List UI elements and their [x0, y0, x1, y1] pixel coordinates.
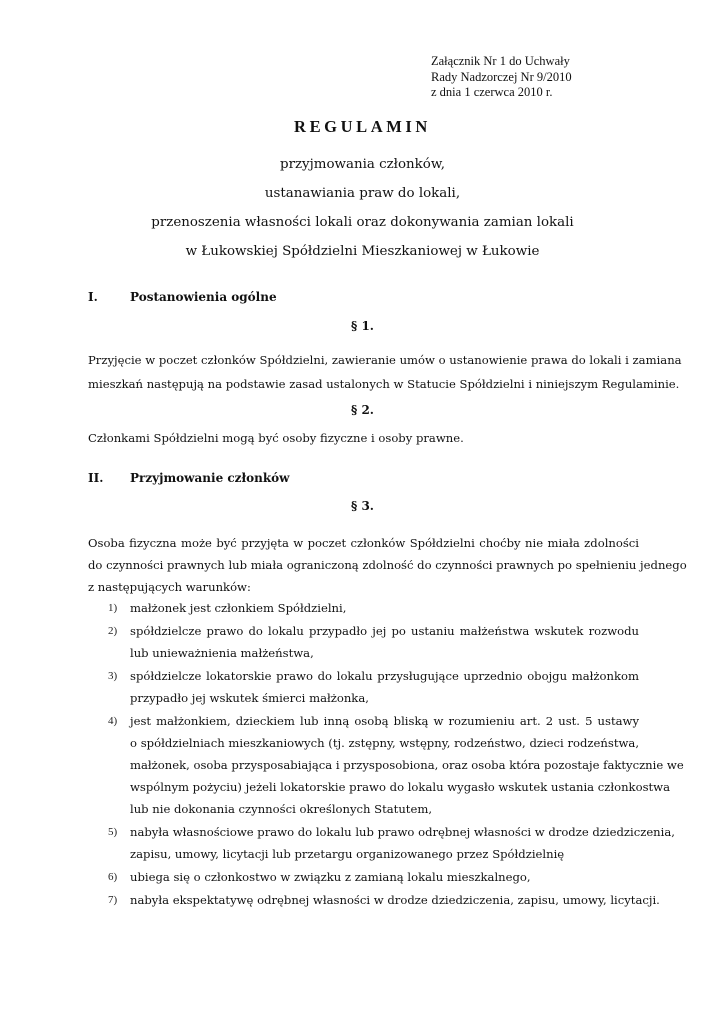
paragraph-sign-2: § 2.	[351, 403, 374, 417]
list-item-line: lub nie dokonania czynności określonych Statutem,	[130, 802, 433, 816]
subtitle-line: przyjmowania członków,	[280, 157, 445, 172]
list-item-line: nabyła własnościowe prawo do lokalu lub prawo odrębnej własności w drodze dziedziczenia,	[130, 825, 675, 839]
list-item	[88, 710, 684, 820]
paragraph-1-text	[88, 348, 682, 396]
header-line: z dnia 1 czerwca 2010 r.	[431, 85, 553, 99]
list-item-line: małżonek, osoba przysposabiająca i przysposobiona, oraz osoba która pozostaje faktycznie we	[130, 758, 684, 772]
list-item	[88, 597, 639, 619]
subtitle-line: ustanawiania praw do lokali,	[264, 186, 461, 201]
list-item	[88, 620, 639, 664]
document-subtitle	[40, 150, 685, 266]
list-item	[88, 821, 675, 865]
paragraph-line: Przyjęcie w poczet członków Spółdzielni, zawieranie umów o ustanowienie prawa do lokali i zamiana	[88, 353, 682, 367]
paragraph-2-text	[88, 426, 639, 450]
header-line: Załącznik Nr 1 do Uchwały	[431, 54, 570, 68]
section-number: II.	[88, 471, 104, 485]
list-item-number: 1)	[108, 602, 118, 614]
list-item-line: przypadło jej wskutek śmierci małżonka,	[130, 691, 369, 705]
attachment-header	[431, 54, 572, 101]
paragraph-line: Członkami Spółdzielni mogą być osoby fizyczne i osoby prawne.	[88, 431, 464, 445]
list-item-number: 6)	[108, 871, 118, 883]
list-item-number: 5)	[108, 826, 118, 838]
paragraph-sign-3: § 3.	[351, 499, 374, 513]
paragraph-line: do czynności prawnych lub miała ograniczoną zdolność do czynności prawnych po spełnieniu jednego	[88, 558, 687, 572]
paragraph-3-text	[88, 532, 687, 598]
list-item-number: 2)	[108, 625, 118, 637]
list-item-line: małżonek jest członkiem Spółdzielni,	[130, 601, 347, 615]
conditions-list	[88, 597, 684, 911]
subtitle-line: w Łukowskiej Spółdzielni Mieszkaniowej w Łukowie	[185, 244, 540, 259]
list-item-line: zapisu, umowy, licytacji lub przetargu organizowanego przez Spółdzielnię	[130, 847, 565, 861]
list-item-line: nabyła ekspektatywę odrębnej własności w drodze dziedziczenia, zapisu, umowy, licytacji.	[130, 893, 660, 907]
section-title: Przyjmowanie członków	[130, 471, 290, 485]
paragraph-line: z następujących warunków:	[88, 580, 251, 594]
header-line: Rady Nadzorczej Nr 9/2010	[431, 69, 572, 84]
paragraph-line: Osoba fizyczna może być przyjęta w poczet członków Spółdzielni choćby nie miała zdolności	[88, 536, 639, 550]
list-item-line: ubiega się o członkostwo w związku z zamianą lokalu mieszkalnego,	[130, 870, 531, 884]
list-item-number: 3)	[108, 670, 118, 682]
list-item-line: spółdzielcze lokatorskie prawo do lokalu przysługujące uprzednio obojgu małżonkom	[130, 669, 639, 683]
paragraph-sign-1: § 1.	[351, 319, 374, 333]
list-item-number: 4)	[108, 715, 118, 727]
section-number: I.	[88, 290, 98, 304]
list-item	[88, 889, 660, 911]
list-item-line: jest małżonkiem, dzieckiem lub inną osobą bliską w rozumieniu art. 2 ust. 5 ustawy	[130, 714, 639, 728]
list-item-line: wspólnym pożyciu) jeżeli lokatorskie prawo do lokalu wygasło wskutek ustania członkostwa	[130, 780, 671, 794]
list-item	[88, 866, 639, 888]
list-item-line: lub unieważnienia małżeństwa,	[130, 646, 314, 660]
section-title: Postanowienia ogólne	[130, 290, 277, 304]
document-title: REGULAMIN	[294, 117, 431, 136]
paragraph-line: mieszkań następują na podstawie zasad ustalonych w Statucie Spółdzielni i niniejszym Regulaminie.	[88, 377, 680, 391]
list-item	[88, 665, 639, 709]
list-item-number: 7)	[108, 894, 118, 906]
subtitle-line: przenoszenia własności lokali oraz dokonywania zamian lokali	[151, 215, 574, 230]
list-item-line: o spółdzielniach mieszkaniowych (tj. zstępny, wstępny, rodzeństwo, dzieci rodzeństwa,	[130, 736, 639, 750]
list-item-line: spółdzielcze prawo do lokalu przypadło jej po ustaniu małżeństwa wskutek rozwodu	[130, 624, 639, 638]
